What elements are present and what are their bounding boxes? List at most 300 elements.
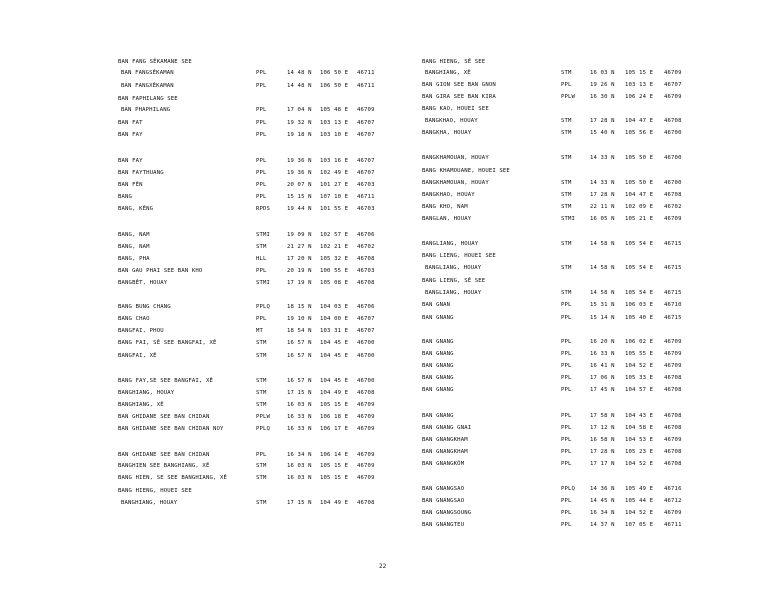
entry-row	[0, 251, 776, 261]
entry-longitude: 104 47 E	[625, 118, 654, 124]
entry-name: BANGLIANG, HOUAY	[425, 265, 482, 271]
entry-feature-type: RPDS	[256, 206, 271, 212]
entry-latitude: 19 09 N	[287, 232, 312, 238]
entry-code: 46709	[664, 363, 682, 369]
entry-feature-type: STMI	[256, 232, 271, 238]
entry-code: 46708	[664, 449, 682, 455]
entry-feature-type: STM	[256, 353, 267, 359]
entry-feature-type: PPL	[561, 437, 572, 443]
entry-code: 46707	[664, 82, 682, 88]
entry-name: BANGFAI, PHOU	[118, 328, 164, 334]
entry-feature-type: PPL	[561, 363, 572, 369]
entry-latitude: 14 37 N	[590, 522, 615, 528]
entry-name: BAN GNANG	[422, 315, 454, 321]
entry-feature-type: PPL	[256, 83, 267, 89]
entry-row	[0, 104, 776, 114]
entry-latitude: 17 28 N	[590, 449, 615, 455]
entry-name: BANG, NAM	[118, 232, 150, 238]
entry-code: 46708	[357, 280, 375, 286]
entry-code: 46707	[357, 328, 375, 334]
entry-name: BAN GIRA SEE BAN KIRA	[422, 94, 496, 100]
entry-name: BANG, KĚNG	[118, 206, 154, 212]
entry-code: 46703	[357, 268, 375, 274]
entry-latitude: 19 26 N	[590, 82, 615, 88]
entry-name: BANGLIANG, HOUAY	[422, 241, 479, 247]
entry-latitude: 16 41 N	[590, 363, 615, 369]
entry-latitude: 17 15 N	[287, 500, 312, 506]
entry-feature-type: MT	[256, 328, 264, 334]
entry-longitude: 105 50 E	[625, 155, 654, 161]
entry-latitude: 16 03 N	[287, 402, 312, 408]
entry-latitude: 16 33 N	[287, 426, 312, 432]
entry-longitude: 107 05 E	[625, 522, 654, 528]
entry-code: 46708	[357, 256, 375, 262]
entry-latitude: 14 48 N	[287, 83, 312, 89]
entry-feature-type: STM	[256, 340, 267, 346]
entry-code: 46715	[664, 290, 682, 296]
entry-latitude: 15 40 N	[590, 130, 615, 136]
entry-code: 46711	[357, 70, 375, 76]
entry-longitude: 103 13 E	[625, 82, 654, 88]
entry-name: BANGHIANG, HOUAY	[121, 500, 178, 506]
entry-feature-type: PPL	[256, 452, 267, 458]
entry-code: 46712	[664, 498, 682, 504]
entry-longitude: 104 49 E	[320, 390, 349, 396]
entry-longitude: 101 55 E	[320, 206, 349, 212]
entry-name: BAN GNANG	[422, 413, 454, 419]
entry-name: BAN GION SEE BAN GNON	[422, 82, 496, 88]
entry-longitude: 105 49 E	[625, 486, 654, 492]
entry-code: 46700	[664, 180, 682, 186]
entry-longitude: 105 23 E	[625, 449, 654, 455]
entry-code: 46709	[664, 351, 682, 357]
entry-latitude: 14 45 N	[590, 498, 615, 504]
entry-longitude: 105 56 E	[625, 130, 654, 136]
entry-name: BAN FAT	[118, 120, 143, 126]
entry-latitude: 14 48 N	[287, 70, 312, 76]
entry-code: 46707	[357, 158, 375, 164]
entry-longitude: 105 55 E	[625, 351, 654, 357]
entry-name: BAN GNANG	[422, 351, 454, 357]
entry-feature-type: PPLQ	[256, 304, 271, 310]
entry-row	[0, 411, 776, 421]
entry-latitude: 19 18 N	[287, 132, 312, 138]
entry-latitude: 14 58 N	[590, 290, 615, 296]
entry-longitude: 105 15 E	[320, 402, 349, 408]
page-number: 22	[379, 563, 387, 570]
entry-longitude: 104 53 E	[625, 437, 654, 443]
entry-feature-type: PPL	[561, 425, 572, 431]
entry-longitude: 104 00 E	[320, 316, 349, 322]
entry-name: BAN GNANG	[422, 387, 454, 393]
entry-longitude: 107 10 E	[320, 194, 349, 200]
entry-name: BANGHIANG, HOUAY	[118, 390, 175, 396]
entry-feature-type: PPL	[561, 302, 572, 308]
entry-longitude: 105 08 E	[320, 280, 349, 286]
entry-feature-type: PPL	[561, 498, 572, 504]
entry-longitude: 104 52 E	[625, 363, 654, 369]
entry-row	[0, 349, 776, 359]
entry-row	[0, 263, 776, 273]
entry-longitude: 106 50 E	[320, 83, 349, 89]
entry-feature-type: PPL	[561, 82, 572, 88]
entry-feature-type: PPLW	[561, 94, 576, 100]
entry-name: BAN FANGSĚKAMAN	[121, 70, 174, 76]
entry-name: BANG LIENG, SĚ SEE	[422, 278, 486, 284]
entry-feature-type: STM	[561, 155, 572, 161]
entry-row	[0, 435, 776, 445]
entry-longitude: 103 31 E	[320, 328, 349, 334]
entry-longitude: 105 40 E	[625, 315, 654, 321]
entry-feature-type: PPL	[256, 182, 267, 188]
entry-code: 46709	[664, 216, 682, 222]
entry-latitude: 17 20 N	[287, 256, 312, 262]
entry-latitude: 16 57 N	[287, 353, 312, 359]
entry-feature-type: STMI	[256, 280, 271, 286]
entry-feature-type: STM	[561, 192, 572, 198]
entry-latitude: 15 31 N	[590, 302, 615, 308]
entry-name: BANG FAY,SE SEE BANGFAI, XĚ	[118, 378, 213, 384]
entry-name: BAN GNANGSAO	[422, 486, 465, 492]
entry-feature-type: STM	[256, 390, 267, 396]
entry-row	[0, 202, 776, 212]
entry-name: BAN GNAN	[422, 302, 451, 308]
entry-longitude: 106 24 E	[625, 94, 654, 100]
entry-name: BANGKHAO, HOUAY	[425, 118, 478, 124]
entry-code: 46709	[664, 339, 682, 345]
entry-longitude: 104 45 E	[320, 353, 349, 359]
entry-code: 46710	[664, 302, 682, 308]
entry-longitude: 105 54 E	[625, 290, 654, 296]
entry-feature-type: PPLQ	[561, 486, 576, 492]
entry-feature-type: PPL	[256, 158, 267, 164]
entry-name: BANGLAN, HOUAY	[422, 216, 472, 222]
entry-code: 46708	[664, 192, 682, 198]
entry-feature-type: STM	[256, 402, 267, 408]
entry-name: BANG HIENG, HOUEI SEE	[118, 488, 192, 494]
entry-latitude: 16 03 N	[287, 463, 312, 469]
entry-row	[0, 400, 776, 410]
entry-name: BANG HIENG, SĚ SEE	[422, 59, 486, 65]
entry-latitude: 16 57 N	[287, 378, 312, 384]
entry-name: BANG CHAO	[118, 316, 150, 322]
entry-code: 46715	[664, 241, 682, 247]
entry-name: BANGKHA, HOUAY	[422, 130, 472, 136]
entry-latitude: 16 33 N	[287, 414, 312, 420]
entry-name: BAN GNANGKHAM	[422, 449, 468, 455]
entry-feature-type: PPL	[561, 510, 572, 516]
entry-name: BAN FĚN	[118, 182, 143, 188]
entry-code: 46709	[357, 475, 375, 481]
entry-row	[0, 337, 776, 347]
entry-latitude: 19 44 N	[287, 206, 312, 212]
entry-longitude: 101 27 E	[320, 182, 349, 188]
entry-latitude: 17 58 N	[590, 413, 615, 419]
entry-row	[0, 385, 776, 395]
entry-row	[0, 508, 776, 518]
entry-row	[0, 153, 776, 163]
entry-code: 46709	[664, 94, 682, 100]
entry-name: BAN GNANG	[422, 375, 454, 381]
entry-latitude: 16 03 N	[287, 475, 312, 481]
entry-longitude: 105 50 E	[625, 180, 654, 186]
entry-row	[0, 484, 776, 494]
entry-name: BANGKHAMOUAN, HOUAY	[422, 180, 489, 186]
entry-name: BANG KAO, HOUEI SEE	[422, 106, 489, 112]
entry-feature-type: PPL	[561, 375, 572, 381]
entry-latitude: 17 15 N	[287, 390, 312, 396]
entry-latitude: 17 12 N	[590, 425, 615, 431]
entry-code: 46709	[357, 463, 375, 469]
entry-longitude: 106 03 E	[625, 302, 654, 308]
entry-longitude: 105 48 E	[320, 107, 349, 113]
entry-longitude: 105 32 E	[320, 256, 349, 262]
entry-latitude: 19 32 N	[287, 120, 312, 126]
entry-code: 46708	[664, 375, 682, 381]
entry-row	[0, 166, 776, 176]
entry-latitude: 17 28 N	[590, 192, 615, 198]
entry-longitude: 104 52 E	[625, 510, 654, 516]
entry-code: 46711	[664, 522, 682, 528]
entry-latitude: 17 19 N	[287, 280, 312, 286]
entry-longitude: 104 57 E	[625, 387, 654, 393]
entry-feature-type: STM	[561, 241, 572, 247]
entry-latitude: 15 15 N	[287, 194, 312, 200]
entry-longitude: 106 02 E	[625, 339, 654, 345]
entry-feature-type: PPL	[256, 70, 267, 76]
entry-feature-type: PPL	[561, 315, 572, 321]
entry-feature-type: PPL	[256, 316, 267, 322]
entry-code: 46707	[357, 316, 375, 322]
entry-name: BANGBĚT, HOUAY	[118, 280, 168, 286]
entry-row	[0, 92, 776, 102]
entry-longitude: 102 09 E	[625, 204, 654, 210]
entry-longitude: 106 14 E	[320, 452, 349, 458]
entry-feature-type: STM	[561, 118, 572, 124]
entry-longitude: 105 44 E	[625, 498, 654, 504]
entry-name: BAN FAY	[118, 132, 143, 138]
entry-row	[0, 214, 776, 224]
entry-name: BAN GNANG GNAI	[422, 425, 472, 431]
entry-code: 46700	[357, 378, 375, 384]
entry-code: 46708	[664, 413, 682, 419]
entry-latitude: 18 54 N	[287, 328, 312, 334]
entry-code: 46709	[664, 510, 682, 516]
entry-latitude: 16 30 N	[590, 94, 615, 100]
entry-row	[0, 80, 776, 90]
entry-code: 46700	[357, 340, 375, 346]
entry-latitude: 14 33 N	[590, 180, 615, 186]
entry-name: BANGKHAO, HOUAY	[422, 192, 475, 198]
entry-row	[0, 373, 776, 383]
entry-feature-type: STM	[561, 180, 572, 186]
entry-name: BAN GNANGKHAM	[422, 437, 468, 443]
entry-latitude: 18 15 N	[287, 304, 312, 310]
entry-name: BAN GNANGKŎM	[422, 461, 465, 467]
entry-row	[0, 520, 776, 530]
entry-longitude: 104 03 E	[320, 304, 349, 310]
entry-feature-type: STMI	[561, 216, 576, 222]
entry-code: 46715	[664, 265, 682, 271]
entry-code: 46709	[664, 70, 682, 76]
entry-latitude: 16 57 N	[287, 340, 312, 346]
entry-name: BAN FANG SĚKAMANE SEE	[118, 59, 192, 65]
entry-latitude: 17 06 N	[590, 375, 615, 381]
entry-code: 46708	[664, 425, 682, 431]
entry-name: BANG	[118, 194, 133, 200]
entry-feature-type: PPL	[256, 268, 267, 274]
entry-longitude: 104 47 E	[625, 192, 654, 198]
entry-code: 46709	[357, 107, 375, 113]
entry-code: 46708	[664, 461, 682, 467]
entry-longitude: 104 43 E	[625, 413, 654, 419]
entry-code: 46711	[357, 83, 375, 89]
entry-latitude: 22 11 N	[590, 204, 615, 210]
entry-row	[0, 496, 776, 506]
entry-longitude: 105 15 E	[320, 475, 349, 481]
entry-longitude: 102 57 E	[320, 232, 349, 238]
entry-name: BANG FAI, SĚ SEE BANGFAI, XĚ	[118, 340, 217, 346]
entry-longitude: 103 13 E	[320, 120, 349, 126]
entry-longitude: 105 33 E	[625, 375, 654, 381]
entry-longitude: 103 10 E	[320, 132, 349, 138]
entry-feature-type: PPL	[561, 351, 572, 357]
entry-code: 46700	[664, 155, 682, 161]
entry-latitude: 19 36 N	[287, 158, 312, 164]
entry-code: 46702	[357, 244, 375, 250]
entry-latitude: 16 05 N	[590, 216, 615, 222]
entry-row	[0, 473, 776, 483]
entry-latitude: 17 17 N	[590, 461, 615, 467]
entry-feature-type: STM	[561, 70, 572, 76]
entry-longitude: 106 17 E	[320, 426, 349, 432]
entry-name: BAN GNANG	[422, 339, 454, 345]
entry-longitude: 104 45 E	[320, 378, 349, 384]
entry-code: 46709	[357, 452, 375, 458]
entry-feature-type: STM	[561, 265, 572, 271]
entry-feature-type: PPL	[561, 461, 572, 467]
entry-row	[0, 116, 776, 126]
entry-code: 46708	[357, 390, 375, 396]
entry-feature-type: PPL	[561, 339, 572, 345]
entry-feature-type: STM	[256, 378, 267, 384]
entry-code: 46707	[357, 132, 375, 138]
entry-longitude: 105 15 E	[320, 463, 349, 469]
entry-longitude: 105 21 E	[625, 216, 654, 222]
entry-code: 46706	[357, 304, 375, 310]
entry-name: BAN PHAPHILANG	[121, 107, 171, 113]
entry-code: 46709	[357, 414, 375, 420]
entry-feature-type: PPLW	[256, 414, 271, 420]
entry-name: BANG, NAM	[118, 244, 150, 250]
entry-latitude: 14 58 N	[590, 241, 615, 247]
entry-name: BANG HIEN, SE SEE BANGHIANG, XĚ	[118, 475, 228, 481]
entry-name: BANG KHO, NAM	[422, 204, 468, 210]
entry-latitude: 16 58 N	[590, 437, 615, 443]
entry-code: 46708	[664, 387, 682, 393]
entry-name: BAN GHIDANE SEE BAN CHIDAN NOY	[118, 426, 224, 432]
entry-name: BANGHIANG, XĚ	[425, 70, 471, 76]
entry-longitude: 106 18 E	[320, 414, 349, 420]
entry-name: BANG KHAMOUANE, HOUEI SEE	[422, 168, 510, 174]
entry-code: 46703	[357, 206, 375, 212]
entry-latitude: 21 27 N	[287, 244, 312, 250]
entry-feature-type: PPL	[256, 132, 267, 138]
entry-code: 46700	[664, 130, 682, 136]
entry-feature-type: PPL	[561, 522, 572, 528]
entry-latitude: 17 04 N	[287, 107, 312, 113]
entry-code: 46709	[664, 437, 682, 443]
entry-name: BAN GHIDANE SEE BAN CHIDAN	[118, 414, 210, 420]
entry-name: BAN FAYTHUANG	[118, 170, 164, 176]
entry-latitude: 14 33 N	[590, 155, 615, 161]
entry-row	[0, 300, 776, 310]
entry-code: 46709	[357, 402, 375, 408]
entry-longitude: 103 16 E	[320, 158, 349, 164]
entry-code: 46711	[357, 194, 375, 200]
entry-row	[0, 313, 776, 323]
entry-row	[0, 447, 776, 457]
entry-code: 46703	[357, 182, 375, 188]
entry-latitude: 15 14 N	[590, 315, 615, 321]
entry-longitude: 102 21 E	[320, 244, 349, 250]
entry-longitude: 104 58 E	[625, 425, 654, 431]
entry-row	[0, 459, 776, 469]
entry-code: 46706	[357, 232, 375, 238]
entry-longitude: 104 45 E	[320, 340, 349, 346]
entry-latitude: 20 07 N	[287, 182, 312, 188]
entry-latitude: 19 10 N	[287, 316, 312, 322]
entry-latitude: 16 03 N	[590, 70, 615, 76]
entry-latitude: 20 19 N	[287, 268, 312, 274]
entry-feature-type: PPL	[256, 120, 267, 126]
entry-name: BAN GAU PHAI SEE BAN KHO	[118, 268, 203, 274]
entry-name: BANG, PHA	[118, 256, 150, 262]
entry-longitude: 105 54 E	[625, 265, 654, 271]
entry-feature-type: PPL	[256, 170, 267, 176]
entry-feature-type: STM	[256, 244, 267, 250]
entry-latitude: 16 20 N	[590, 339, 615, 345]
entry-longitude: 106 50 E	[320, 70, 349, 76]
entry-longitude: 100 55 E	[320, 268, 349, 274]
entry-name: BAN FAY	[118, 158, 143, 164]
entry-row	[0, 276, 776, 286]
entry-feature-type: STM	[561, 204, 572, 210]
entry-row	[0, 239, 776, 249]
entry-code: 46709	[357, 426, 375, 432]
entry-latitude: 17 45 N	[590, 387, 615, 393]
entry-name: BAN GNANG	[422, 363, 454, 369]
entry-name: BAN FANGXĚKAMAN	[121, 83, 174, 89]
entry-row	[0, 423, 776, 433]
entry-code: 46708	[357, 500, 375, 506]
entry-feature-type: PPL	[561, 387, 572, 393]
entry-feature-type: STM	[256, 463, 267, 469]
entry-row	[0, 68, 776, 78]
entry-feature-type: STM	[256, 475, 267, 481]
entry-row	[0, 57, 776, 67]
entry-feature-type: PPL	[256, 194, 267, 200]
entry-name: BAN FAPHILANG SEE	[118, 96, 178, 102]
entry-latitude: 17 28 N	[590, 118, 615, 124]
entry-code: 46707	[357, 120, 375, 126]
entry-name: BAN GNANGTEU	[422, 522, 465, 528]
entry-feature-type: PPL	[256, 107, 267, 113]
entry-feature-type: STM	[256, 500, 267, 506]
entry-name: BANGFAI, XĚ	[118, 353, 157, 359]
entry-longitude: 104 52 E	[625, 461, 654, 467]
entry-code: 46700	[357, 353, 375, 359]
